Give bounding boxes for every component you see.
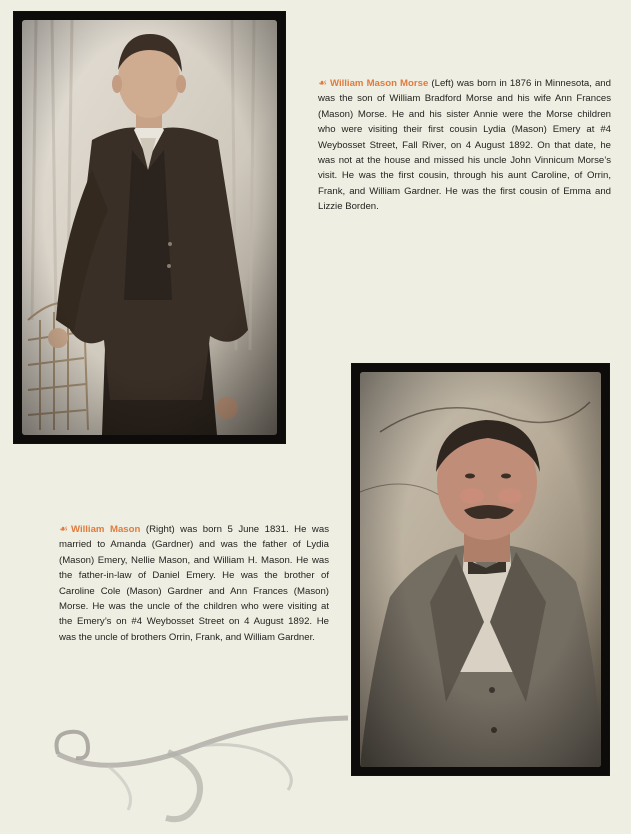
caption-william-mason-morse [318, 76, 611, 215]
photo-william-mason-morse [14, 12, 285, 443]
photo-image [360, 372, 601, 767]
photo-image [22, 20, 277, 435]
portrait-young-man [22, 20, 277, 435]
caption-body: (Right) was born 5 June 1831. He was married to Amanda (Gardner) and was the father of Lydia (Mason) Emery, Nellie Mason, and William H. Mason. He was the father-in-law of Daniel Emery. He was the brother of Caroline Cole (Mason) Gardner and Ann Frances (Mason) Morse. He was the uncle of the children who were visiting at the Emery’s on #4 Weybosset Street on 4 August 1892. He was the uncle of brothers Orrin, Frank, and William Gardner. [59, 524, 329, 643]
portrait-seated-man [360, 372, 601, 767]
caption-name: William Mason Morse [329, 78, 429, 89]
caption-body: (Left) was born in 1876 in Minnesota, and was the son of William Bradford Morse and his wife Ann Frances (Mason) Morse. He and his sister Annie were the Morse children who were visiting their first cousin Lydia (Mason) Emery at #4 Weybosset Street, Fall River, on 4 August 1892. On that date, he was not at the house and missed his uncle John Vinnicum Morse’s visit. He was the first cousin, through his aunt Caroline, of Orrin, Frank, and William Gardner. He was the first cousin of Emma and Lizzie Borden. [318, 78, 611, 213]
photo-william-mason [352, 364, 609, 775]
decorative-swirl [48, 700, 368, 830]
caption-name: William Mason [70, 524, 141, 535]
caption-william-mason [59, 522, 329, 645]
fleuron-ornament: ☙ [318, 78, 327, 89]
fleuron-ornament: ☙ [59, 524, 68, 535]
